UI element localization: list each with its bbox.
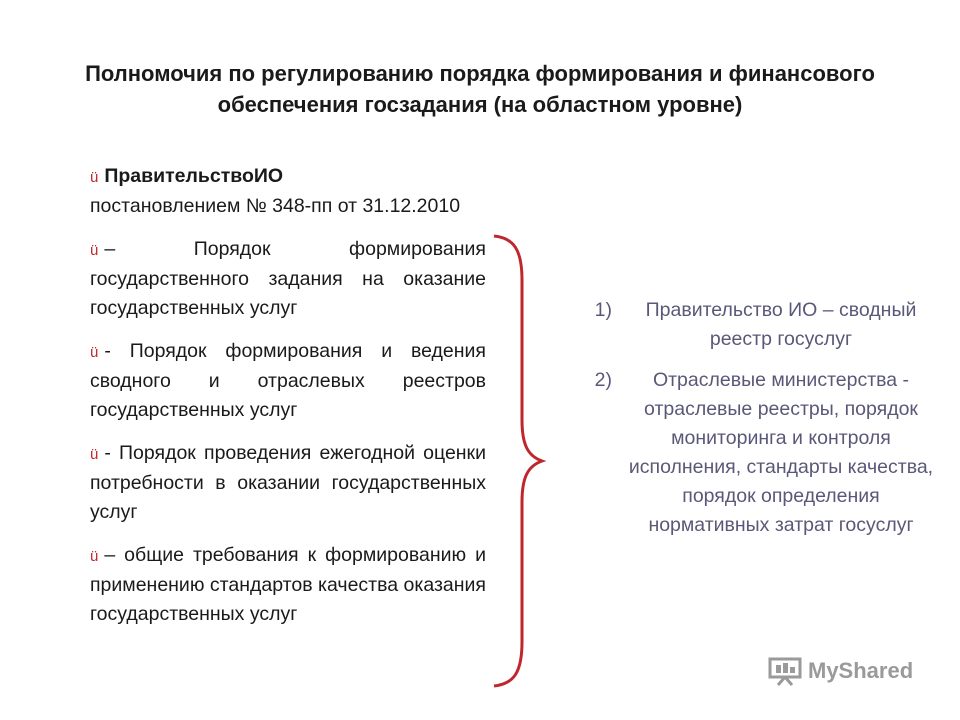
slide-title: Полномочия по регулированию порядка формирования и финансового обеспечения госзадания (на областном уровне) — [85, 61, 875, 117]
checkmark-bullet-icon: ü — [90, 169, 99, 186]
checkmark-bullet-icon: ü — [90, 446, 99, 463]
item-text: – Порядок формирования государственного задания на оказание государственных услуг — [90, 238, 486, 319]
left-column — [90, 162, 486, 643]
item-text: – общие требования к формированию и применению стандартов качества оказания государственных услуг — [90, 544, 486, 625]
item-number: 2) — [594, 369, 612, 391]
right-curly-brace-icon — [488, 230, 548, 692]
item-text: - Порядок проведения ежегодной оценки потребности в оказании государственных услуг — [90, 442, 486, 523]
item-lead: ПравительствоИО — [104, 165, 284, 187]
watermark-logo — [768, 656, 913, 686]
item-number: 1) — [594, 299, 612, 321]
watermark-text: MyShared — [808, 658, 914, 683]
presentation-icon — [768, 656, 802, 686]
right-column — [560, 296, 940, 552]
numbered-item — [560, 366, 940, 540]
list-item — [90, 235, 486, 323]
item-text: Отраслевые министерства - отраслевые реестры, порядок мониторинга и контроля исполнения, стандарты качества, порядок определения нормативных затрат госуслуг — [628, 369, 934, 536]
checkmark-bullet-icon: ü — [90, 242, 99, 259]
list-item — [90, 337, 486, 425]
list-item — [90, 439, 486, 527]
list-item — [90, 541, 486, 629]
item-text: постановлением № 348-пп от 31.12.2010 — [90, 195, 461, 217]
list-item — [90, 162, 486, 221]
checkmark-bullet-icon: ü — [90, 344, 99, 361]
checkmark-bullet-icon: ü — [90, 548, 99, 565]
numbered-item — [560, 296, 940, 354]
item-text: - Порядок формирования и ведения сводного и отраслевых реестров государственных услуг — [90, 340, 486, 421]
item-text: Правительство ИО – сводный реестр госуслуг — [645, 299, 917, 350]
